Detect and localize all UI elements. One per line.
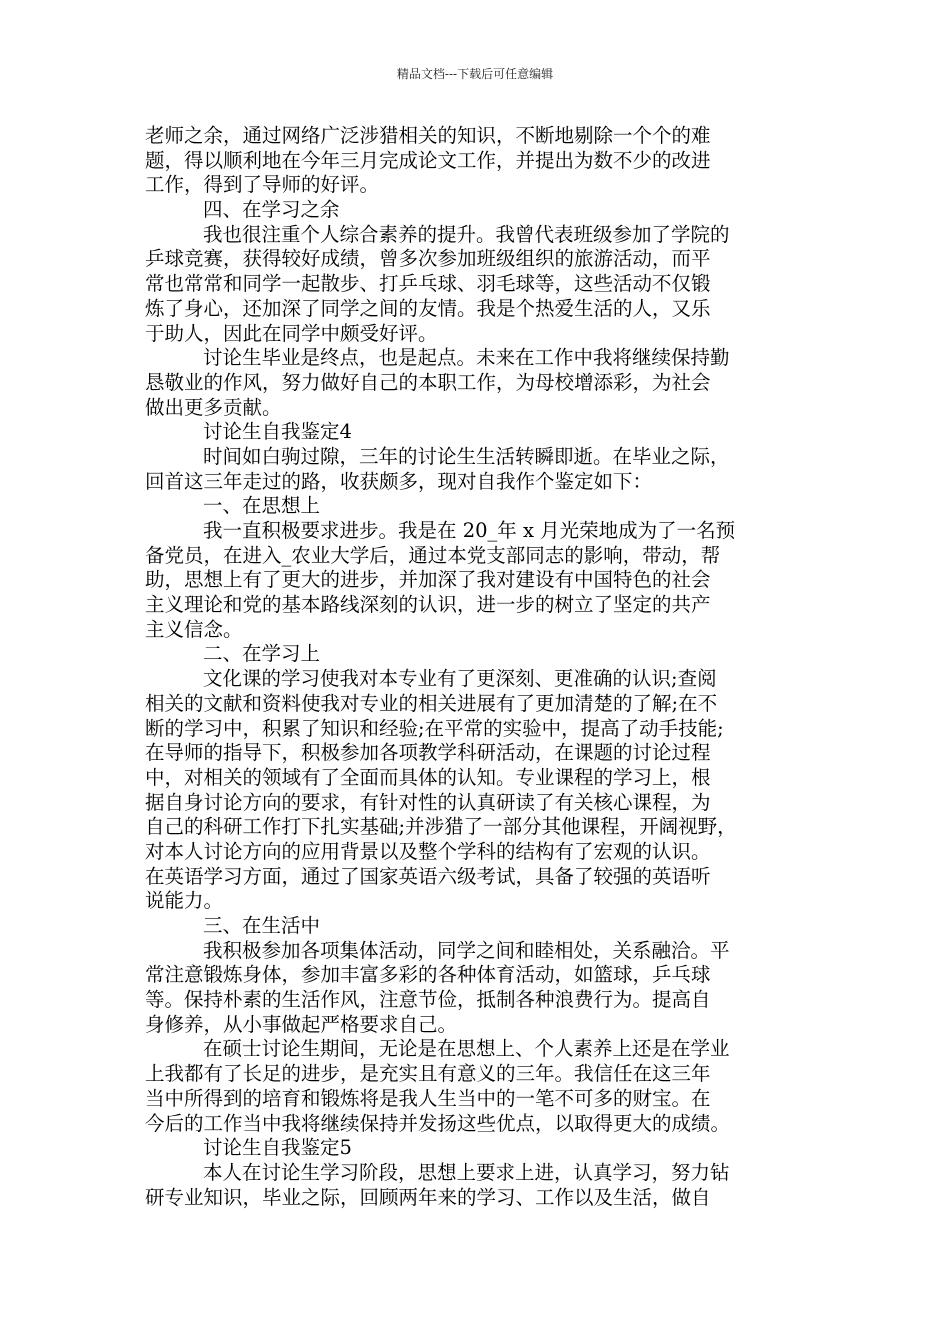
text-line: 常也常常和同学一起散步、打乒乓球、羽毛球等，这些活动不仅锻: [145, 272, 711, 296]
text-line: 时间如白驹过隙，三年的讨论生生活转瞬即逝。在毕业之际，: [203, 444, 730, 468]
text-line: 主义理论和党的基本路线深刻的认识，进一步的树立了坚定的共产: [145, 593, 711, 617]
text-line: 在英语学习方面，通过了国家英语六级考试，具备了较强的英语听: [145, 864, 711, 888]
text-line: 回首这三年走过的路，收获颇多，现对自我作个鉴定如下：: [145, 469, 653, 493]
text-line: 本人在讨论生学习阶段，思想上要求上进，认真学习，努力钻: [203, 1160, 730, 1184]
text-line: 老师之余，通过网络广泛涉猎相关的知识，不断地剔除一个个的难: [145, 124, 711, 147]
text-line: 做出更多贡献。: [145, 395, 282, 419]
text-line: 乒球竞赛，获得较好成绩，曾多次参加班级组织的旅游活动，而平: [145, 247, 711, 271]
text-line: 在硕士讨论生期间，无论是在思想上、个人素养上还是在学业: [203, 1037, 730, 1061]
text-line: 对本人讨论方向的应用背景以及整个学科的结构有了宏观的认识。: [145, 839, 711, 863]
text-line: 备党员，在进入_农业大学后，通过本党支部同志的影响，带动，帮: [145, 543, 721, 567]
text-line: 一、在思想上: [203, 494, 321, 518]
text-line: 中，对相关的领域有了全面而具体的认知。专业课程的学习上，根: [145, 765, 711, 789]
text-line: 相关的文献和资料使我对专业的相关进展有了更加清楚的了解;在不: [145, 691, 718, 715]
text-line: 工作，得到了导师的好评。: [145, 173, 380, 197]
text-line: 等。保持朴素的生活作风，注意节俭，抵制各种浪费行为。提高自: [145, 988, 711, 1012]
text-line: 讨论生毕业是终点，也是起点。未来在工作中我将继续保持勤: [203, 346, 730, 370]
text-line: 今后的工作当中我将继续保持并发扬这些优点，以取得更大的成绩。: [145, 1111, 731, 1135]
text-line: 说能力。: [145, 889, 224, 913]
text-line: 据自身讨论方向的要求，有针对性的认真研读了有关核心课程，为: [145, 790, 711, 814]
page-header: 精品文档---下载后可任意编辑: [396, 67, 554, 81]
text-line: 我积极参加各项集体活动，同学之间和睦相处，关系融洽。平: [203, 938, 730, 962]
text-line: 断的学习中，积累了知识和经验;在平常的实验中，提高了动手技能;: [145, 716, 724, 740]
text-line: 我也很注重个人综合素养的提升。我曾代表班级参加了学院的: [203, 222, 730, 246]
document-body: [145, 124, 815, 1210]
text-line: 常注意锻炼身体，参加丰富多彩的各种体育活动，如篮球，乒乓球: [145, 963, 711, 987]
text-line: 讨论生自我鉴定4: [203, 420, 352, 444]
text-line: 四、在学习之余: [203, 198, 340, 222]
text-line: 助，思想上有了更大的进步，并加深了我对建设有中国特色的社会: [145, 568, 711, 592]
text-line: 在导师的指导下，积极参加各项教学科研活动，在课题的讨论过程: [145, 741, 711, 765]
text-line: 恳敬业的作风，努力做好自己的本职工作，为母校增添彩，为社会: [145, 370, 711, 394]
text-line: 身修养，从小事做起严格要求自己。: [145, 1012, 458, 1036]
text-line: 研专业知识，毕业之际，回顾两年来的学习、工作以及生活，做自: [145, 1185, 711, 1209]
text-line: 文化课的学习使我对本专业有了更深刻、更准确的认识;查阅: [203, 667, 717, 691]
text-line: 当中所得到的培育和锻炼将是我人生当中的一笔不可多的财宝。在: [145, 1086, 711, 1110]
text-line: 于助人，因此在同学中颇受好评。: [145, 321, 438, 345]
text-line: 三、在生活中: [203, 914, 321, 937]
text-line: 炼了身心，还加深了同学之间的友情。我是个热爱生活的人，又乐: [145, 296, 711, 320]
text-line: 自己的科研工作打下扎实基础;并涉猎了一部分其他课程，开阔视野，: [145, 815, 737, 839]
text-line: 讨论生自我鉴定5: [203, 1136, 352, 1160]
text-line: 主义信念。: [145, 617, 243, 641]
text-line: 我一直积极要求进步。我是在 20_年 x 月光荣地成为了一名预: [203, 519, 736, 542]
text-line: 题，得以顺利地在今年三月完成论文工作，并提出为数不少的改进: [145, 148, 711, 172]
text-line: 二、在学习上: [203, 642, 321, 666]
text-line: 上我都有了长足的进步，是充实且有意义的三年。我信任在这三年: [145, 1062, 711, 1086]
